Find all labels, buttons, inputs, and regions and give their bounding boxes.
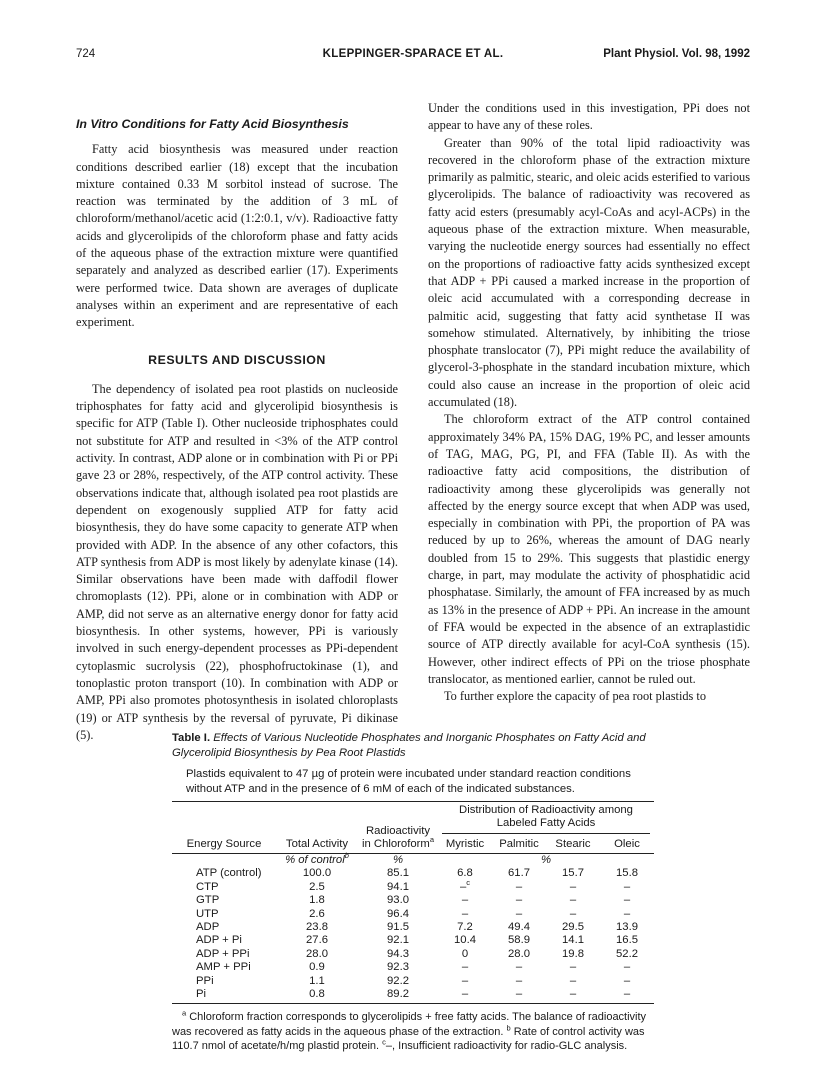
running-authors: KLEPPINGER-SPARACE ET AL.: [322, 48, 504, 60]
table-caption: [172, 731, 654, 761]
header-radioactivity: Radioactivity in Chloroform$^a$: [358, 802, 438, 854]
unit-distribution: %: [438, 854, 654, 868]
table-row: PPi 1.1 92.2 – – – –: [196, 974, 631, 987]
unit-radioactivity: %: [358, 854, 438, 868]
results-paragraph-4: To further explore the capacity of pea root plastids to: [444, 689, 707, 704]
data-table: [172, 801, 654, 1004]
table-row: AMP + PPi 0.9 92.3 – – – –: [196, 961, 631, 974]
table-row: GTP 1.8 93.0 – – – –: [196, 894, 631, 907]
table-row: ADP 23.8 91.5 7.2 49.4 29.5 13.9: [196, 921, 638, 934]
table-row: ADP + Pi 27.6 92.1 10.4 58.9 14.1 16.5: [196, 934, 638, 947]
journal-citation: Plant Physiol. Vol. 98, 1992: [603, 48, 750, 60]
header-stearic: Stearic: [555, 838, 591, 850]
table-row: ADP + PPi 28.0 94.3 0 28.0 19.8 52.2: [196, 947, 638, 960]
header-total-activity: Total Activity: [276, 802, 358, 854]
table-row: ATP (control) 100.0 85.1 6.8 61.7 15.7 15.8: [196, 867, 638, 880]
header-myristic: Myristic: [445, 838, 485, 850]
table-label: Table I.: [172, 732, 211, 744]
subsection-heading: In Vitro Conditions for Fatty Acid Biosynthesis: [76, 117, 349, 131]
table-1: [172, 731, 654, 1054]
right-column: [428, 100, 750, 705]
results-paragraph-3: The chloroform extract of the ATP control contained approximately 34% PA, 15% DAG, 19% PC, and lesser amounts of TAG, MAG, PG, PI, and FFA (Table II). As with the radioactive fatty acid compositions, the distribution of radioactivity among these glycerolipids was generally not affected by the energy source except that when ADP was used, especially in combination with PPi, the proportion of PA was reduced by up to 26%, whereas the amount of DAG nearly doubled from 15 to 29%. This suggests that plastidic energy charge, in part, may modulate the activity of phosphatidic acid phosphatase. Similarly, the amount of FFA increased by as much as 13% in the presence of ADP + PPi. An increase in the amount of FFA would be expected in the absence of an extraplastidic source of ATP directly available for acyl-CoA synthesis (15). However, other indirect effects of PPi on the triose phosphate translocator, as mentioned earlier, cannot be ruled out.: [428, 412, 750, 686]
units-row: [172, 854, 654, 868]
left-column: [76, 116, 398, 744]
results-paragraph-2: Greater than 90% of the total lipid radioactivity was recovered in the chloroform phase of the extraction mixture primarily as palmitic, stearic, and oleic acids esterified to various glycerolipids. The balance of radioactivity was recovered as fatty acid esters (presumably acyl-CoAs and acyl-ACPs) in the aqueous phase of the extraction mixture. When measurable, varying the nucleotide energy sources had essentially no effect on the proportions of radioactive fatty acids synthesized except that ADP + PPi caused a marked increase in the proportion of oleic acid accumulated with a corresponding decrease in palmitic acid, suggesting that fatty acid synthetase II was somehow stimulated. Alternatively, by inhibiting the triose phosphate translocator (7), PPi might reduce the availability of glycerol-3-phosphate in the standard incubation mixture, which could also cause an increase in the proportion of oleic acid accumulated (18).: [428, 135, 750, 410]
header-distribution: Distribution of Radioactivity among Labeled Fatty Acids: [438, 802, 654, 837]
results-paragraph-1: The dependency of isolated pea root plastids on nucleoside triphosphates for fatty acid and glycerolipid biosynthesis is specific for ATP (Table I). Other nucleoside triphosphates could not substitute for ATP and resulted in <3% of the ATP control activity. In contrast, ADP alone or in combination with Pi or PPi gave 23 or 28%, respectively, of the ATP control activity. These observations indicate that, although isolated pea root plastids are dependent on exogenously supplied ATP for fatty acid biosynthesis, they do have some capacity to generate ATP when provided with ADP. In the absence of any other cofactors, this ATP synthesis from ADP is most likely by adenylate kinase (14). Similar observations have been made with daffodil flower chromoplasts (12). PPi, alone or in combination with ADP or AMP, did not serve as an alternative energy donor for fatty acid biosynthesis. In other systems, however, PPi is variously involved in such energy-dependent processes as PPi-dependent cytoplasmic sucrolysis (22), phosphofructokinase (1), and tonoplastic proton transport (10). In combination with ADP or AMP, PPi also promotes photosynthesis in isolated chloroplasts (19) or ATP synthesis by the reversal of pyruvate, Pi dikinase (5).: [76, 381, 398, 742]
header-palmitic: Palmitic: [499, 838, 539, 850]
table-row: Pi 0.8 89.2 – – – –: [172, 988, 654, 1004]
table-title: Effects of Various Nucleotide Phosphates and Inorganic Phosphates on Fatty Acid and Glycerolipid Biosynthesis by Pea Root Plastids: [172, 732, 646, 759]
unit-total-activity: % of control$^b$: [276, 854, 358, 868]
table-footnotes: $^a$ Chloroform fraction corresponds to glycerolipids + free fatty acids. The balance of radioactivity was recovered as fatty acids in the aqueous phase of the extraction. $^b$ Rate of control activity was 110.7 nmol of acetate/h/mg plastid protein. $^c$–, Insufficient radioactivity for radio-GLC analysis.: [172, 1008, 647, 1053]
header-energy-source: Energy Source: [172, 802, 276, 854]
table-row: UTP 2.6 96.4 – – – –: [196, 907, 631, 920]
running-header: [76, 48, 750, 64]
methods-paragraph: Fatty acid biosynthesis was measured under reaction conditions described earlier (18) except that the incubation mixture contained 0.33 M sorbitol instead of sucrose. The reaction was terminated by the addition of 3 mL of chloroform/methanol/acetic acid (1:2:0.1, v/v). Radioactive fatty acids and glycerolipids of the chloroform phase and fatty acids of the aqueous phase of the extraction mixture were quantified separately and analyzed as described earlier (17). Experiments were performed twice. Data shown are averages of duplicate analyses within an experiment and are representative of each experiment.: [76, 142, 398, 330]
page-number: 724: [76, 48, 96, 60]
table-note: Plastids equivalent to 47 µg of protein were incubated under standard reaction conditions without ATP and in the presence of 6 mM of each of the indicated substances.: [186, 768, 631, 795]
results-paragraph-continued: Under the conditions used in this investigation, PPi does not appear to have any of these roles.: [428, 101, 750, 133]
header-oleic: Oleic: [614, 838, 640, 850]
table-row: CTP 2.5 94.1 –$^c$ – – –: [196, 878, 631, 893]
section-heading: RESULTS AND DISCUSSION: [148, 352, 326, 367]
